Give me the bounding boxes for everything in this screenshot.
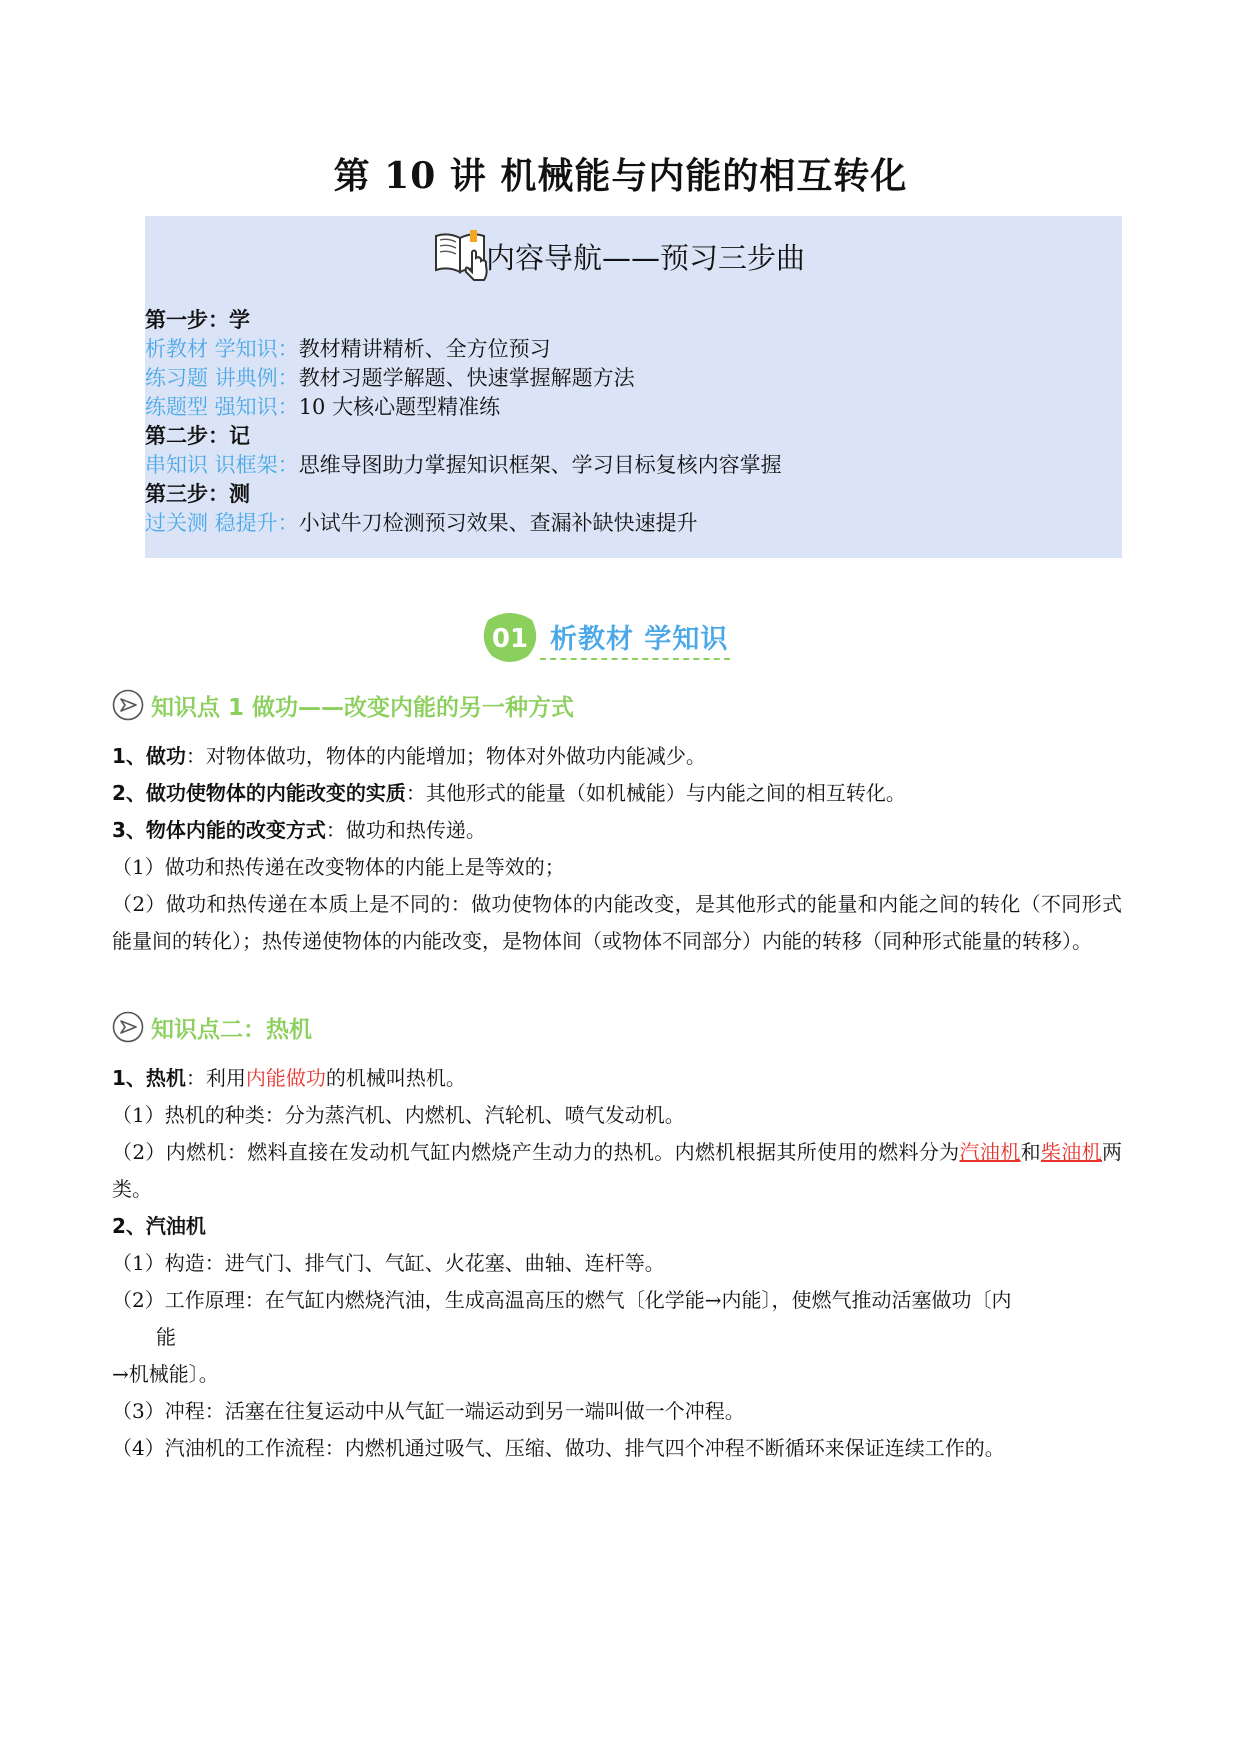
knowledge-point-1-body — [112, 738, 1122, 960]
section-title: 析教材 学知识 — [550, 624, 729, 655]
section-number: 01 — [491, 624, 529, 654]
nav-row — [145, 335, 782, 364]
paragraph — [112, 738, 1122, 775]
nav-key: 析教材 学知识： — [145, 337, 299, 361]
nav-desc: 小试牛刀检测预习效果、查漏补缺快速提升 — [298, 511, 698, 535]
nav-desc: 教材习题学解题、快速掌握解题方法 — [298, 366, 635, 390]
paragraph — [112, 1134, 1122, 1208]
nav-row — [145, 509, 782, 538]
paragraph: （1）热机的种类：分为蒸汽机、内燃机、汽轮机、喷气发动机。 — [112, 1103, 685, 1127]
arrow-circle-icon — [111, 1010, 145, 1044]
paragraph — [112, 1060, 1122, 1097]
paragraph: （3）冲程：活塞在往复运动中从气缸一端运动到另一端叫做一个冲程。 — [112, 1399, 745, 1423]
nav-key: 练习题 讲典例： — [145, 366, 299, 390]
nav-header — [430, 222, 805, 284]
nav-key: 串知识 识框架： — [145, 453, 299, 477]
nav-step3-title — [145, 480, 782, 509]
paragraph-text: ：对物体做功，物体的内能增加；物体对外做功内能减少。 — [185, 744, 706, 768]
nav-row — [145, 451, 782, 480]
nav-desc: 10 大核心题型精准练 — [298, 395, 501, 419]
paragraph: （1）做功和热传递在改变物体的内能上是等效的； — [112, 855, 565, 879]
term-label: 3、物体内能的改变方式 — [112, 818, 326, 842]
nav-step1-title — [145, 306, 782, 335]
nav-key: 练题型 强知识： — [145, 395, 299, 419]
step-title: 第一步：学 — [145, 308, 250, 332]
knowledge-point-1-heading — [111, 687, 574, 723]
paragraph — [112, 775, 1122, 812]
knowledge-point-2-body — [112, 1060, 1122, 1467]
nav-step2-title — [145, 422, 782, 451]
section-banner — [480, 608, 760, 668]
arrow-circle-icon — [111, 688, 145, 722]
paragraph — [112, 1208, 1122, 1245]
term-label: 1、热机 — [112, 1066, 186, 1090]
content-navigation-box — [145, 216, 1122, 558]
paragraph-text: 两类。 — [112, 1140, 1123, 1201]
term-label: 1、做功 — [112, 744, 186, 768]
section-underline — [540, 658, 730, 660]
paragraph: （2）做功和热传递在本质上是不同的：做功使物体的内能改变，是其他形式的能量和内能之间的转化（不同形式能量间的转化）；热传递使物体的内能改变，是物体间（或物体不同部分）内能的转移（同种形式能量的转移）。 — [112, 892, 1122, 953]
nav-desc: 思维导图助力掌握知识框架、学习目标复核内容掌握 — [298, 453, 782, 477]
nav-row — [145, 393, 782, 422]
paragraph-text: 的机械叫热机。 — [325, 1066, 466, 1090]
paragraph-text: ：做功和热传递。 — [325, 818, 486, 842]
nav-key: 过关测 稳提升： — [145, 511, 299, 535]
highlight-text: 汽油机 — [959, 1140, 1021, 1164]
page-title: 第 10 讲 机械能与内能的相互转化 — [333, 155, 908, 197]
paragraph: （2）工作原理：在气缸内燃烧汽油，生成高温高压的燃气〔化学能→内能〕，使燃气推动活塞做功〔内 — [112, 1288, 1012, 1312]
paragraph-text: 和 — [1020, 1140, 1041, 1164]
paragraph-text: ：利用 — [185, 1066, 246, 1090]
nav-desc: 教材精讲精析、全方位预习 — [298, 337, 551, 361]
paragraph-text: （2）内燃机：燃料直接在发动机气缸内燃烧产生动力的热机。内燃机根据其所使用的燃料分为 — [112, 1140, 960, 1164]
highlight-text: 内能做功 — [245, 1066, 326, 1090]
term-label: 2、做功使物体的内能改变的实质 — [112, 781, 406, 805]
term-label: 2、汽油机 — [112, 1214, 206, 1238]
section-number-badge — [482, 610, 538, 664]
paragraph: →机械能〕。 — [112, 1362, 219, 1386]
paragraph: （1）构造：进气门、排气门、气缸、火花塞、曲轴、连杆等。 — [112, 1251, 665, 1275]
paragraph: （4）汽油机的工作流程：内燃机通过吸气、压缩、做功、排气四个冲程不断循环来保证连续工作的。 — [112, 1436, 1005, 1460]
paragraph — [112, 812, 1122, 849]
paragraph: 能 — [156, 1325, 176, 1349]
knowledge-point-title: 知识点 1 做功——改变内能的另一种方式 — [151, 694, 575, 721]
highlight-text: 柴油机 — [1040, 1140, 1103, 1164]
step-title: 第二步：记 — [145, 424, 250, 448]
nav-header-text: 内容导航——预习三步曲 — [486, 240, 806, 275]
step-title: 第三步：测 — [145, 482, 250, 506]
paragraph-text: ：其他形式的能量（如机械能）与内能之间的相互转化。 — [405, 781, 906, 805]
nav-steps — [145, 306, 782, 538]
book-pointer-icon — [430, 222, 492, 284]
nav-row — [145, 364, 782, 393]
knowledge-point-title: 知识点二：热机 — [151, 1016, 312, 1043]
knowledge-point-2-heading — [111, 1009, 312, 1045]
